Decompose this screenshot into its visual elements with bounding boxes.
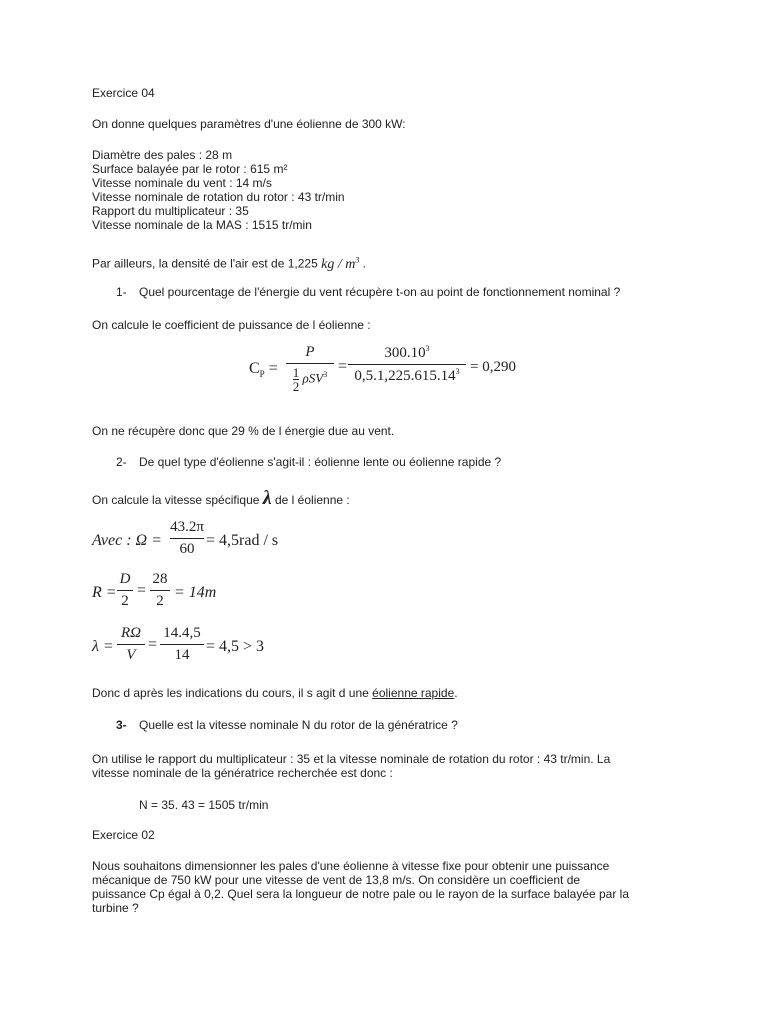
intro-text: On donne quelques paramètres d'une éolienne de 300 kW: bbox=[92, 117, 406, 131]
cp-result: = 0,290 bbox=[470, 359, 516, 375]
l-fraction-2: 14.4,5 14 bbox=[160, 625, 204, 664]
lambda-line: On calcule la vitesse spécifique λ de l éolienne : bbox=[92, 487, 350, 509]
param-line: Vitesse nominale de rotation du rotor : 43 tr/min bbox=[92, 190, 345, 204]
question-number: 1- bbox=[116, 285, 127, 299]
r-lhs: R = bbox=[92, 584, 117, 601]
body-text: On utilise le rapport du multiplicateur : 35 et la vitesse nominale de rotation du rotor : 43 tr/min. La bbox=[92, 752, 611, 766]
cp-lhs: $C_P$ = bbox=[249, 360, 278, 380]
question-text: Quelle est la vitesse nominale N du rotor de la génératrice ? bbox=[139, 718, 458, 732]
r-fraction-2: 28 2 bbox=[150, 571, 170, 610]
underlined-term: éolienne rapide bbox=[372, 686, 455, 700]
body-text: turbine ? bbox=[92, 901, 139, 915]
question-text: Quel pourcentage de l'énergie du vent récupère t-on au point de fonctionnement nominal ? bbox=[139, 285, 621, 299]
density-line: Par ailleurs, la densité de l'air est de 1,225 kg / $m^3$ . bbox=[92, 255, 367, 272]
exercise-title: Exercice 04 bbox=[92, 86, 155, 100]
density-text: Par ailleurs, la densité de l'air est de 1,225 bbox=[92, 256, 318, 271]
body-text: Nous souhaitons dimensionner les pales d'une éolienne à vitesse fixe pour obtenir une puissance bbox=[92, 859, 610, 873]
body-text: vitesse nominale de la génératrice recherchée est donc : bbox=[92, 766, 393, 780]
cp-fraction-1: P $\frac{1}{2}$ ρSV$^3$ bbox=[286, 344, 334, 393]
r-result: = 14m bbox=[174, 584, 217, 601]
omega-fraction: 43.2π 60 bbox=[170, 519, 204, 557]
l-fraction-1: RΩ V bbox=[117, 625, 145, 664]
body-text: mécanique de 750 kW pour une vitesse de vent de 13,8 m/s. On considère un coefficient de bbox=[92, 873, 581, 887]
omega-lhs: Avec : Ω = bbox=[92, 532, 162, 549]
l-result: = 4,5 > 3 bbox=[206, 638, 265, 655]
density-unit: kg / $m^3$ bbox=[321, 255, 360, 272]
question-number: 3- bbox=[116, 718, 127, 732]
body-text: On calcule le coefficient de puissance de l éolienne : bbox=[92, 318, 371, 332]
question-number: 2- bbox=[116, 455, 127, 469]
body-text: puissance Cp égal à 0,2. Quel sera la longueur de notre pale ou le rayon de la surface balayée par la bbox=[92, 887, 630, 901]
param-line: Diamètre des pales : 28 m bbox=[92, 148, 233, 162]
cp-fraction-2: 300.10$^3$ 0,5.1,225.615.14$^3$ bbox=[348, 344, 466, 385]
param-line: Surface balayée par le rotor : 615 m² bbox=[92, 162, 288, 176]
body-text: On ne récupère donc que 29 % de l énergie due au vent. bbox=[92, 424, 395, 438]
exercise-title: Exercice 02 bbox=[92, 828, 155, 842]
l-lhs: λ = bbox=[92, 638, 114, 655]
conclusion-line: Donc d après les indications du cours, il s agit d une éolienne rapide. bbox=[92, 686, 458, 700]
omega-result: = 4,5rad / s bbox=[206, 532, 279, 549]
r-fraction-1: D 2 bbox=[117, 571, 133, 610]
lambda-symbol: λ bbox=[262, 487, 272, 509]
n-result: N = 35. 43 = 1505 tr/min bbox=[139, 798, 269, 812]
param-line: Vitesse nominale du vent : 14 m/s bbox=[92, 176, 272, 190]
param-line: Rapport du multiplicateur : 35 bbox=[92, 204, 249, 218]
param-line: Vitesse nominale de la MAS : 1515 tr/min bbox=[92, 218, 312, 232]
question-text: De quel type d'éolienne s'agit-il : éolienne lente ou éolienne rapide ? bbox=[139, 455, 502, 469]
